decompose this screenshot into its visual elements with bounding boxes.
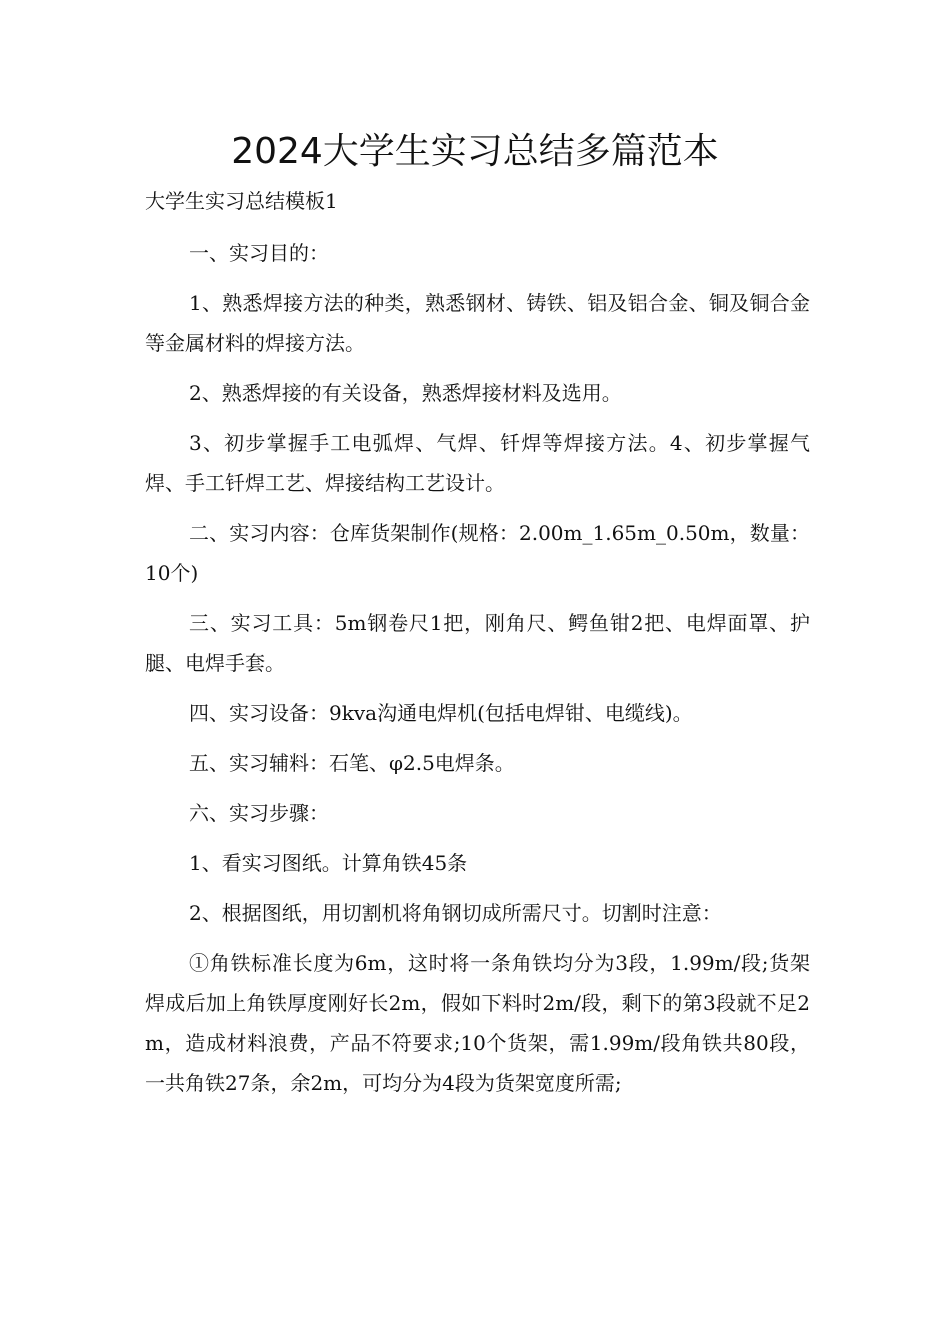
paragraph-step-1: 1、看实习图纸。计算角铁45条 (189, 851, 468, 875)
paragraph-goal-2: 2、熟悉焊接的有关设备，熟悉焊接材料及选用。 (189, 381, 622, 405)
document-title: 2024大学生实习总结多篇范本 (231, 131, 719, 172)
document-subtitle: 大学生实习总结模板1 (145, 189, 338, 213)
paragraph-materials: 五、实习辅料：石笔、φ2.5电焊条。 (189, 751, 515, 775)
paragraph-equipment: 四、实习设备：9kva沟通电焊机(包括电焊钳、电缆线)。 (189, 701, 693, 725)
paragraph-goal-3-4: 3、初步掌握手工电弧焊、气焊、钎焊等焊接方法。4、初步掌握气焊、手工钎焊工艺、焊接结构工艺设计。 (145, 431, 810, 495)
paragraph-content: 二、实习内容：仓库货架制作(规格：2.00m_1.65m_0.50m，数量：10个) (145, 521, 810, 585)
paragraph-steps-heading: 六、实习步骤： (189, 801, 329, 825)
document-body (145, 233, 810, 1113)
paragraph-step-2: 2、根据图纸，用切割机将角钢切成所需尺寸。切割时注意： (189, 901, 722, 925)
paragraph-goal-heading: 一、实习目的： (189, 241, 329, 265)
paragraph-cutting-note: ①角铁标准长度为6m，这时将一条角铁均分为3段，1.99m/段;货架焊成后加上角铁厚度刚好长2m，假如下料时2m/段，剩下的第3段就不足2m，造成材料浪费，产品不符要求;10个货架，需1.99m/段角铁共80段，一共角铁27条，余2m，可均分为4段为货架宽度所需; (145, 951, 810, 1095)
paragraph-tools: 三、实习工具：5m钢卷尺1把，刚角尺、鳄鱼钳2把、电焊面罩、护腿、电焊手套。 (145, 611, 810, 675)
paragraph-goal-1: 1、熟悉焊接方法的种类，熟悉钢材、铸铁、铝及铝合金、铜及铜合金等金属材料的焊接方法。 (145, 291, 810, 355)
